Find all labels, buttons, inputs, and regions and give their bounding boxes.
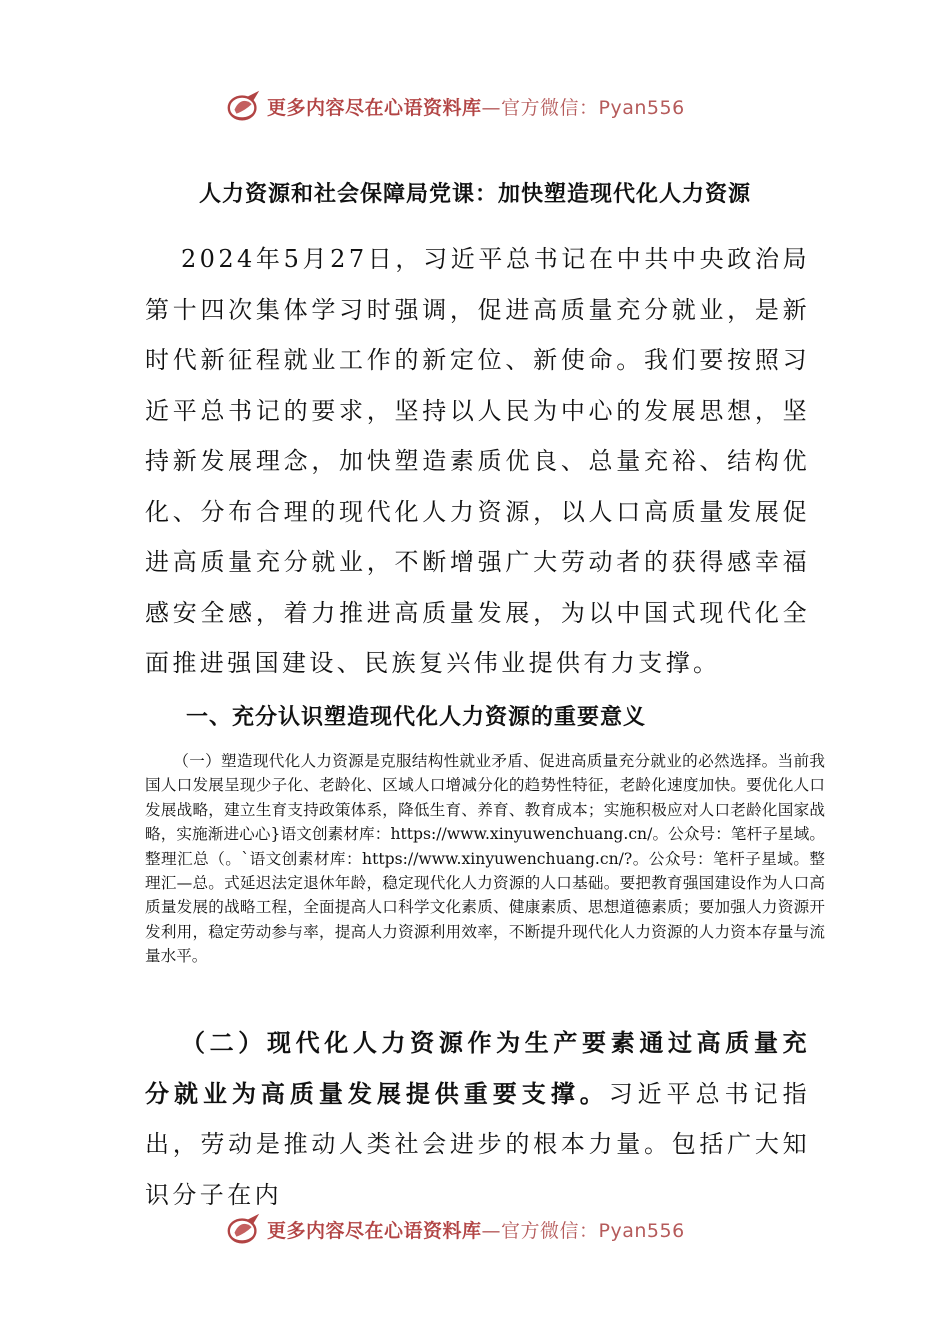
watermark-header (225, 86, 745, 126)
section-heading: 一、充分认识塑造现代化人力资源的重要意义 (186, 704, 647, 730)
watermark-text (267, 1216, 685, 1243)
section-item-1-text: （一）塑造现代化人力资源是克服结构性就业矛盾、促进高质量充分就业的必然选择。当前我国人口发展呈现少子化、老龄化、区域人口增减分化的趋势性特征，老龄化速度加快。要优化人口发展战略，建立生育支持政策体系，降低生育、养育、教育成本；实施积极应对人口老龄化国家战略，实施渐进心心}语文创素材库：https://www.xinyuwenchuang.cn/。公众号：笔杆子星域。整理汇总（。`语文创素材库：https://www.xinyuwenchuang.cn/?。公众号：笔杆子星域。整理汇—总。式延迟法定退休年龄，稳定现代化人力资源的人口基础。要把教育强国建设作为人口高质量发展的战略工程，全面提高人口科学文化素质、健康素质、思想道德素质；要加强人力资源开发利用，稳定劳动参与率，提高人力资源利用效率，不断提升现代化人力资源的人力资本存量与流量水平。 (145, 752, 825, 966)
section-item-1 (145, 749, 825, 969)
watermark-brand: 更多内容尽在心语资料库 (267, 96, 482, 119)
watermark-separator: — (481, 96, 502, 119)
section-item-2-body: 习近平总书记指出，劳动是推动人类社会进步的根本力量。包括广大知识分子在内 (145, 1079, 810, 1209)
watermark-text (267, 93, 685, 120)
watermark-separator: — (481, 1219, 502, 1242)
section-item-2-lead: （二）现代化人力资源作为生产要素通过高质量充分就业为高质量发展提供重要支撑。 (145, 1028, 810, 1108)
section-item-2 (145, 1018, 810, 1220)
document-title: 人力资源和社会保障局党课：加快塑造现代化人力资源 (198, 181, 751, 207)
pen-swirl-logo-icon (225, 87, 263, 125)
watermark-footer (225, 1209, 745, 1249)
watermark-brand: 更多内容尽在心语资料库 (267, 1219, 482, 1242)
intro-paragraph: 2024年5月27日，习近平总书记在中共中央政治局第十四次集体学习时强调，促进高质量充分就业，是新时代新征程就业工作的新定位、新使命。我们要按照习近平总书记的要求，坚持以人民为中心的发展思想，坚持新发展理念，加快塑造素质优良、总量充裕、结构优化、分布合理的现代化人力资源，以人口高质量发展促进高质量充分就业，不断增强广大劳动者的获得感幸福感安全感，着力推进高质量发展，为以中国式现代化全面推进强国建设、民族复兴伟业提供有力支撑。 (145, 245, 810, 677)
watermark-official: 官方微信：Pyan556 (501, 96, 685, 119)
pen-swirl-logo-icon (225, 1210, 263, 1248)
watermark-official: 官方微信：Pyan556 (501, 1219, 685, 1242)
